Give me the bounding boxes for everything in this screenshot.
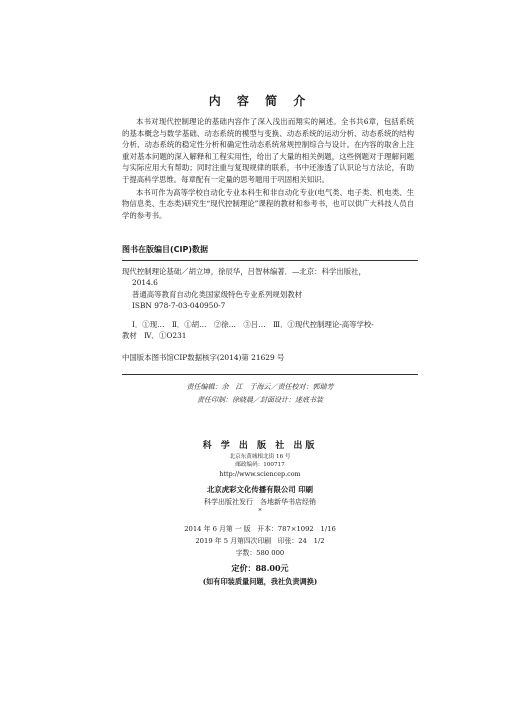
- cip-line: Ⅰ．①现… Ⅱ．①胡… ②徐… ③吕… Ⅲ．①现代控制理论-高等学校-: [132, 319, 374, 329]
- printing-info: 2019 年 5 月第四次印刷 印张：24 1/2: [195, 537, 325, 545]
- cip-bottom-rule: [122, 374, 418, 375]
- separator-star: *: [258, 508, 262, 515]
- cip-line: 普通高等教育自动化类国家级特色专业系列规划教材: [132, 289, 302, 299]
- cip-top-rule: [122, 260, 418, 261]
- cip-record: [122, 266, 418, 341]
- cip-line: 现代控制理论基础／胡立坤，徐辰华，吕智林编著．—北京：科学出版社，: [122, 267, 366, 276]
- intro-text: [122, 116, 414, 221]
- publisher-website: http://www.sciencep.com: [219, 470, 301, 478]
- editor-credits: 责任编辑：余 江 于海云／责任校对：郭瑞芳: [186, 383, 334, 391]
- intro-paragraph-2: 本书可作为高等学校自动化专业本科生和非自动化专业(电气类、电子类、机电类、生物信息类、生态类)研究生“现代控制理论”课程的教材和参考书，也可以供广大科技人员自学的参考书。: [122, 187, 414, 220]
- publisher-name: 科 学 出 版 社 出版: [202, 441, 318, 451]
- production-credits: 责任印制：徐晓晨／封面设计：迷底书装: [197, 396, 323, 404]
- cip-line: ISBN 978-7-03-040950-7: [132, 301, 226, 311]
- word-count: 字数：580 000: [235, 549, 285, 557]
- printer-name: 北京虎彩文化传播有限公司 印刷: [206, 485, 314, 494]
- cip-line: 2014.6: [132, 278, 158, 288]
- price: 定价：88.00元: [231, 563, 289, 573]
- publisher-address: 北京东黄城根北街 16 号: [229, 454, 291, 460]
- page-title: 内 容 简 介: [208, 94, 312, 108]
- cip-number: 中国版本图书馆CIP数据核字(2014)第 21629 号: [122, 353, 285, 362]
- distributor: 科学出版社发行 各地新华书店经销: [204, 498, 316, 506]
- cip-line: 教材 Ⅳ．①O231: [122, 331, 187, 341]
- publisher-postcode: 邮政编码：100717: [235, 462, 285, 468]
- edition-info: 2014 年 6 月第 一 版 开本：787×1092 1/16: [184, 525, 336, 533]
- intro-paragraph-1: 本书对现代控制理论的基础内容作了深入浅出而翔实的阐述。全书共6章，包括系统的基本概念与数学基础、动态系统的模型与变换、动态系统的运动分析、动态系统的结构分析、动态系统的稳定性分析和确定性动态系统常规控制综合与设计。在内容的取舍上注重对基本问题的深入解释和工程实用性，给出了大量的相关例题，这些例题对于理解问题与实际应用大有帮助；同时注重与复现规律的联系，书中还渗透了认识论与方法论，有助于提高科学思维。每章配有一定量的思考题用于巩固相关知识。: [122, 117, 414, 184]
- quality-notice: (如有印装质量问题，我社负责调换): [202, 577, 318, 586]
- cip-heading: 图书在版编目(CIP)数据: [122, 245, 209, 254]
